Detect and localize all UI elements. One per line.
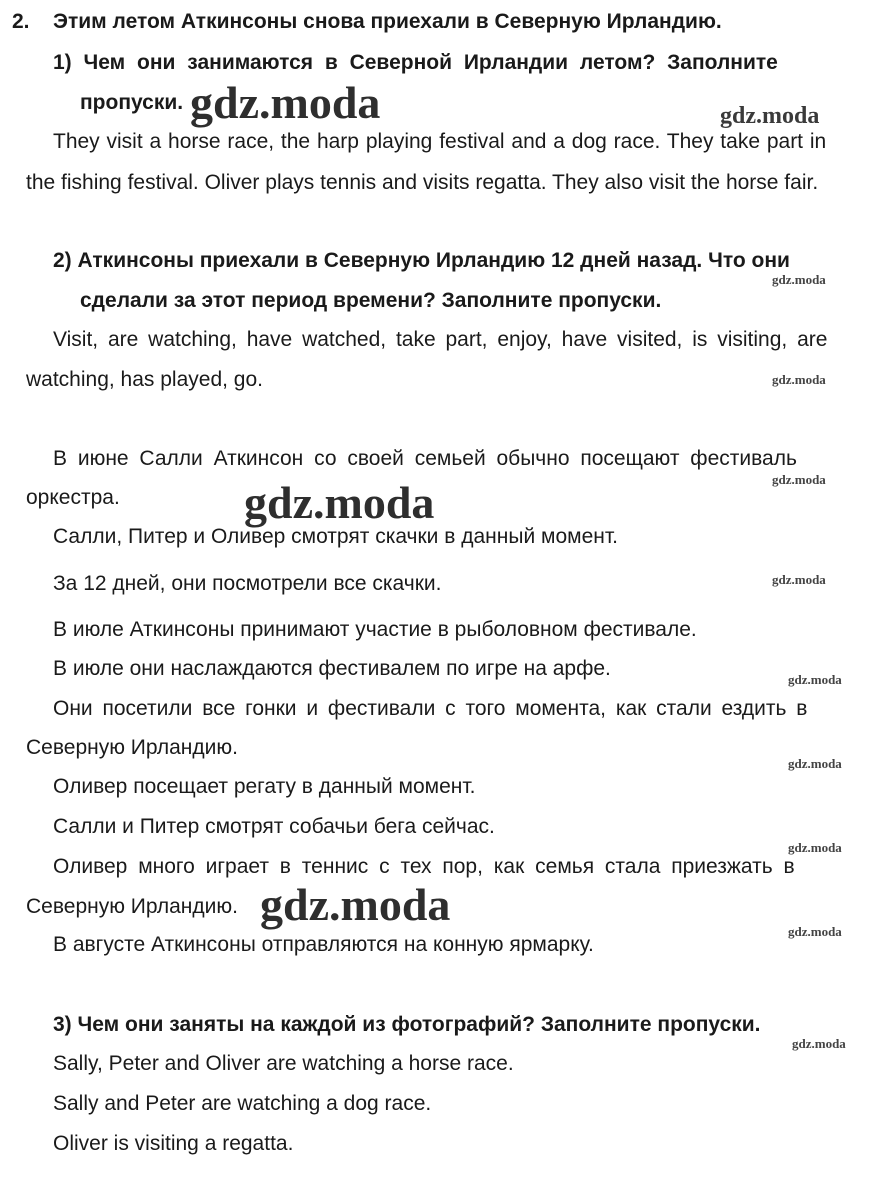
q3-answer-2: Sally and Peter are watching a dog race. xyxy=(53,1092,432,1115)
translation-p9-line1: Оливер много играет в теннис с тех пор, как семья стала приезжать в xyxy=(53,855,795,878)
watermark-small-8: gdz.moda xyxy=(788,924,842,939)
q1-line2: пропуски. xyxy=(80,91,184,114)
translation-p1-line2: оркестра. xyxy=(26,486,120,509)
watermark-small-6: gdz.moda xyxy=(788,756,842,771)
translation-p2: Салли, Питер и Оливер смотрят скачки в данный момент. xyxy=(53,525,618,548)
watermark-large-2: gdz.moda xyxy=(244,477,435,528)
q2-line2: сделали за этот период времени? Заполните пропуски. xyxy=(80,289,662,312)
watermark-small-4: gdz.moda xyxy=(772,572,826,587)
q2-line1: 2) Аткинсоны приехали в Северную Ирландию 12 дней назад. Что они xyxy=(53,249,790,272)
translation-p6-line1: Они посетили все гонки и фестивали с того момента, как стали ездить в xyxy=(53,697,808,720)
translation-p8: Салли и Питер смотрят собачьи бега сейчас. xyxy=(53,815,495,838)
watermark-small-9: gdz.moda xyxy=(792,1036,846,1051)
translation-p4: В июле Аткинсоны принимают участие в рыболовном фестивале. xyxy=(53,618,697,641)
watermark-small-5: gdz.moda xyxy=(788,672,842,687)
translation-p3: За 12 дней, они посмотрели все скачки. xyxy=(53,572,442,595)
task-title: Этим летом Аткинсоны снова приехали в Северную Ирландию. xyxy=(53,10,722,33)
translation-p9-line2: Северную Ирландию. xyxy=(26,895,238,918)
q3-title: 3) Чем они заняты на каждой из фотографий? Заполните пропуски. xyxy=(53,1013,761,1036)
watermark-small-1: gdz.moda xyxy=(772,272,826,287)
translation-p1-line1: В июне Салли Аткинсон со своей семьей обычно посещают фестиваль xyxy=(53,447,797,470)
watermark-large-1: gdz.moda xyxy=(190,77,381,128)
q3-answer-1: Sally, Peter and Oliver are watching a horse race. xyxy=(53,1052,514,1075)
watermark-medium-1: gdz.moda xyxy=(720,103,820,129)
q1-answer-line2: the fishing festival. Oliver plays tennis and visits regatta. They also visit the horse fair. xyxy=(26,171,819,194)
watermark-small-2: gdz.moda xyxy=(772,372,826,387)
watermark-small-7: gdz.moda xyxy=(788,840,842,855)
translation-p6-line2: Северную Ирландию. xyxy=(26,736,238,759)
q2-answer-line1: Visit, are watching, have watched, take part, enjoy, have visited, is visiting, are xyxy=(53,328,828,351)
translation-p10: В августе Аткинсоны отправляются на конную ярмарку. xyxy=(53,933,594,956)
watermark-large-3: gdz.moda xyxy=(260,879,451,930)
q1-line1: 1) Чем они занимаются в Северной Ирландии летом? Заполните xyxy=(53,51,778,74)
translation-p7: Оливер посещает регату в данный момент. xyxy=(53,775,476,798)
q2-answer-line2: watching, has played, go. xyxy=(26,368,263,391)
q3-answer-3: Oliver is visiting a regatta. xyxy=(53,1132,294,1155)
translation-p5: В июле они наслаждаются фестивалем по игре на арфе. xyxy=(53,657,611,680)
watermark-small-3: gdz.moda xyxy=(772,472,826,487)
task-number: 2. xyxy=(12,10,30,33)
q1-answer-line1: They visit a horse race, the harp playing festival and a dog race. They take part in xyxy=(53,130,827,153)
